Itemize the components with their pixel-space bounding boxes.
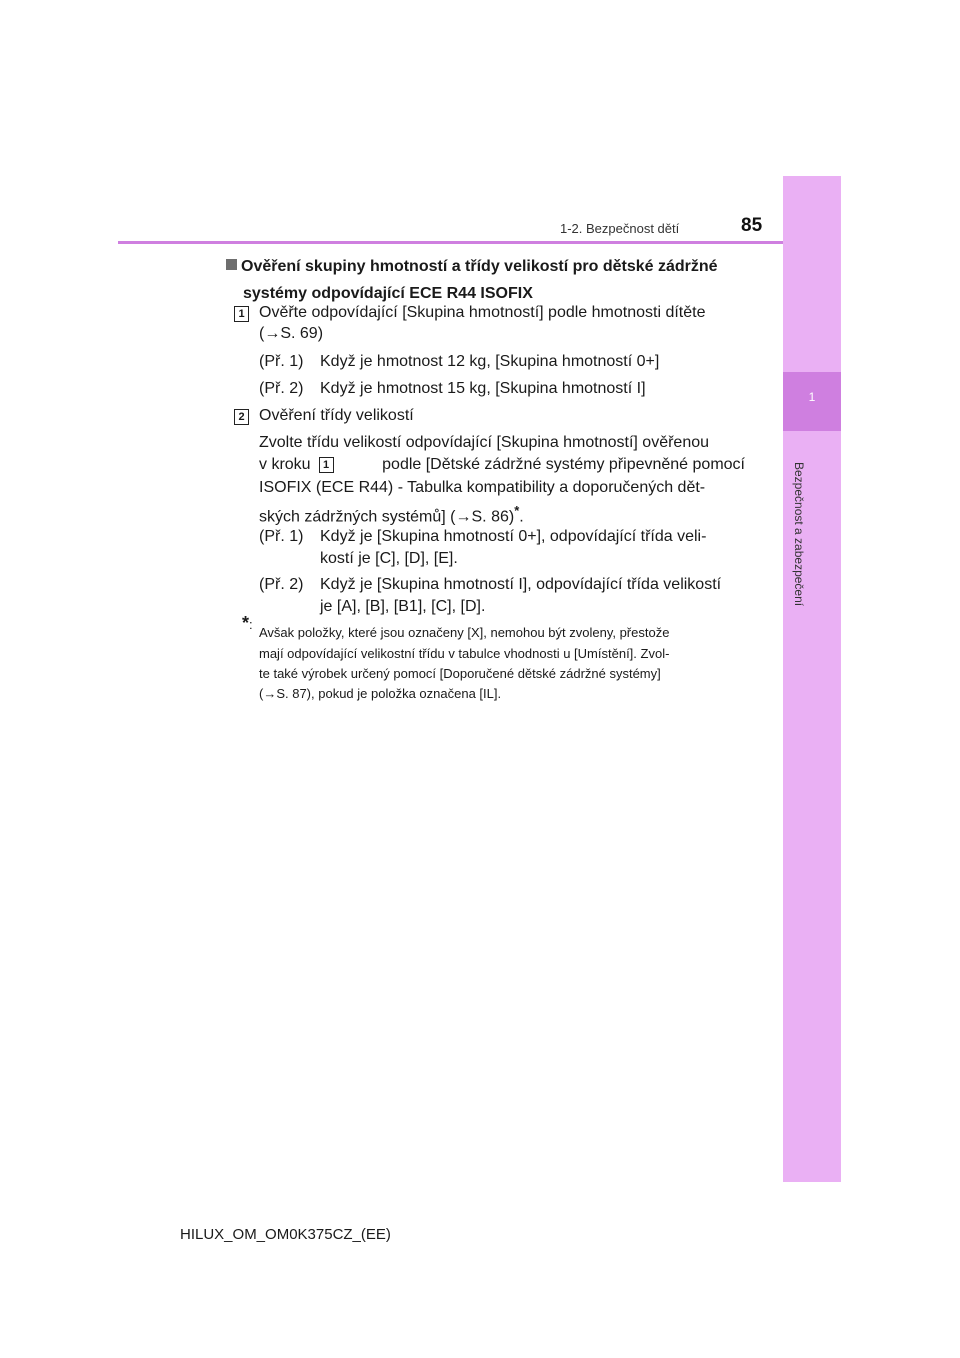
chapter-side-tab xyxy=(783,176,841,1182)
step-2-para-line-2-pre: v kroku xyxy=(259,456,311,473)
step-reference-marker: 1 xyxy=(319,457,334,473)
step-1-example-1-label: (Př. 1) xyxy=(259,353,304,370)
step-2-example-2-line-2: je [A], [B], [B1], [C], [D]. xyxy=(320,598,486,615)
footnote-line-3: te také výrobek určený pomocí [Doporučené dětské zádržné systémy] xyxy=(259,666,661,681)
heading-line-1: Ověření skupiny hmotností a třídy velikostí pro dětské zádržné xyxy=(241,258,718,275)
page-number: 85 xyxy=(741,215,763,236)
chapter-title: Bezpečnost a zabezpečení xyxy=(792,462,806,607)
step-1-example-2-label: (Př. 2) xyxy=(259,380,304,397)
step-2-example-2-label: (Př. 2) xyxy=(259,576,304,593)
heading-line-2: systémy odpovídající ECE R44 ISOFIX xyxy=(243,285,533,302)
header-rule xyxy=(118,241,783,244)
footnote-star: * xyxy=(242,613,250,633)
step-1-marker: 1 xyxy=(234,306,249,322)
section-title: 1-2. Bezpečnost dětí xyxy=(560,221,680,236)
step-2-para-line-3: ISOFIX (ECE R44) - Tabulka kompatibility a doporučených dět- xyxy=(259,479,706,496)
footnote-marker xyxy=(242,613,253,635)
step-1-example-2-text: Když je hmotnost 15 kg, [Skupina hmotností I] xyxy=(320,380,646,397)
step-1-line-1: Ověřte odpovídající [Skupina hmotností] podle hmotnosti dítěte xyxy=(259,304,706,321)
footnote-line-1: Avšak položky, které jsou označeny [X], nemohou být zvoleny, přestože xyxy=(259,625,670,640)
footnote-reference-star: * xyxy=(514,503,520,518)
step-2-example-1-label: (Př. 1) xyxy=(259,528,304,545)
step-2-marker: 2 xyxy=(234,409,249,425)
heading xyxy=(226,253,746,280)
step-1-example-1-text: Když je hmotnost 12 kg, [Skupina hmotností 0+] xyxy=(320,353,660,370)
step-2-example-2-line-1: Když je [Skupina hmotností I], odpovídající třída velikostí xyxy=(320,576,722,593)
square-bullet-icon xyxy=(226,259,237,270)
step-2-example-1-line-1: Když je [Skupina hmotností 0+], odpovídající třída veli- xyxy=(320,528,707,545)
footnote-colon: : xyxy=(249,617,253,632)
step-2-para-line-4-end: . xyxy=(519,508,524,526)
step-2-para-line-4-text: ských zádržných systémů] (→S. 86) xyxy=(259,508,515,526)
step-2-para-line-2-post: podle [Dětské zádržné systémy připevněné pomocí xyxy=(382,456,745,473)
chapter-number: 1 xyxy=(808,390,816,404)
footnote-line-4: (→S. 87), pokud je položka označena [IL]. xyxy=(259,686,502,701)
step-2-title: Ověření třídy velikostí xyxy=(259,407,414,424)
step-2-para-line-1: Zvolte třídu velikostí odpovídající [Skupina hmotností] ověřenou xyxy=(259,434,710,451)
step-1-line-2: (→S. 69) xyxy=(259,325,324,342)
step-2-example-1-line-2: kostí je [C], [D], [E]. xyxy=(320,550,458,567)
footnote-line-2: mají odpovídající velikostní třídu v tabulce vhodnosti u [Umístění]. Zvol- xyxy=(259,646,670,661)
document-code: HILUX_OM_OM0K375CZ_(EE) xyxy=(180,1226,391,1243)
